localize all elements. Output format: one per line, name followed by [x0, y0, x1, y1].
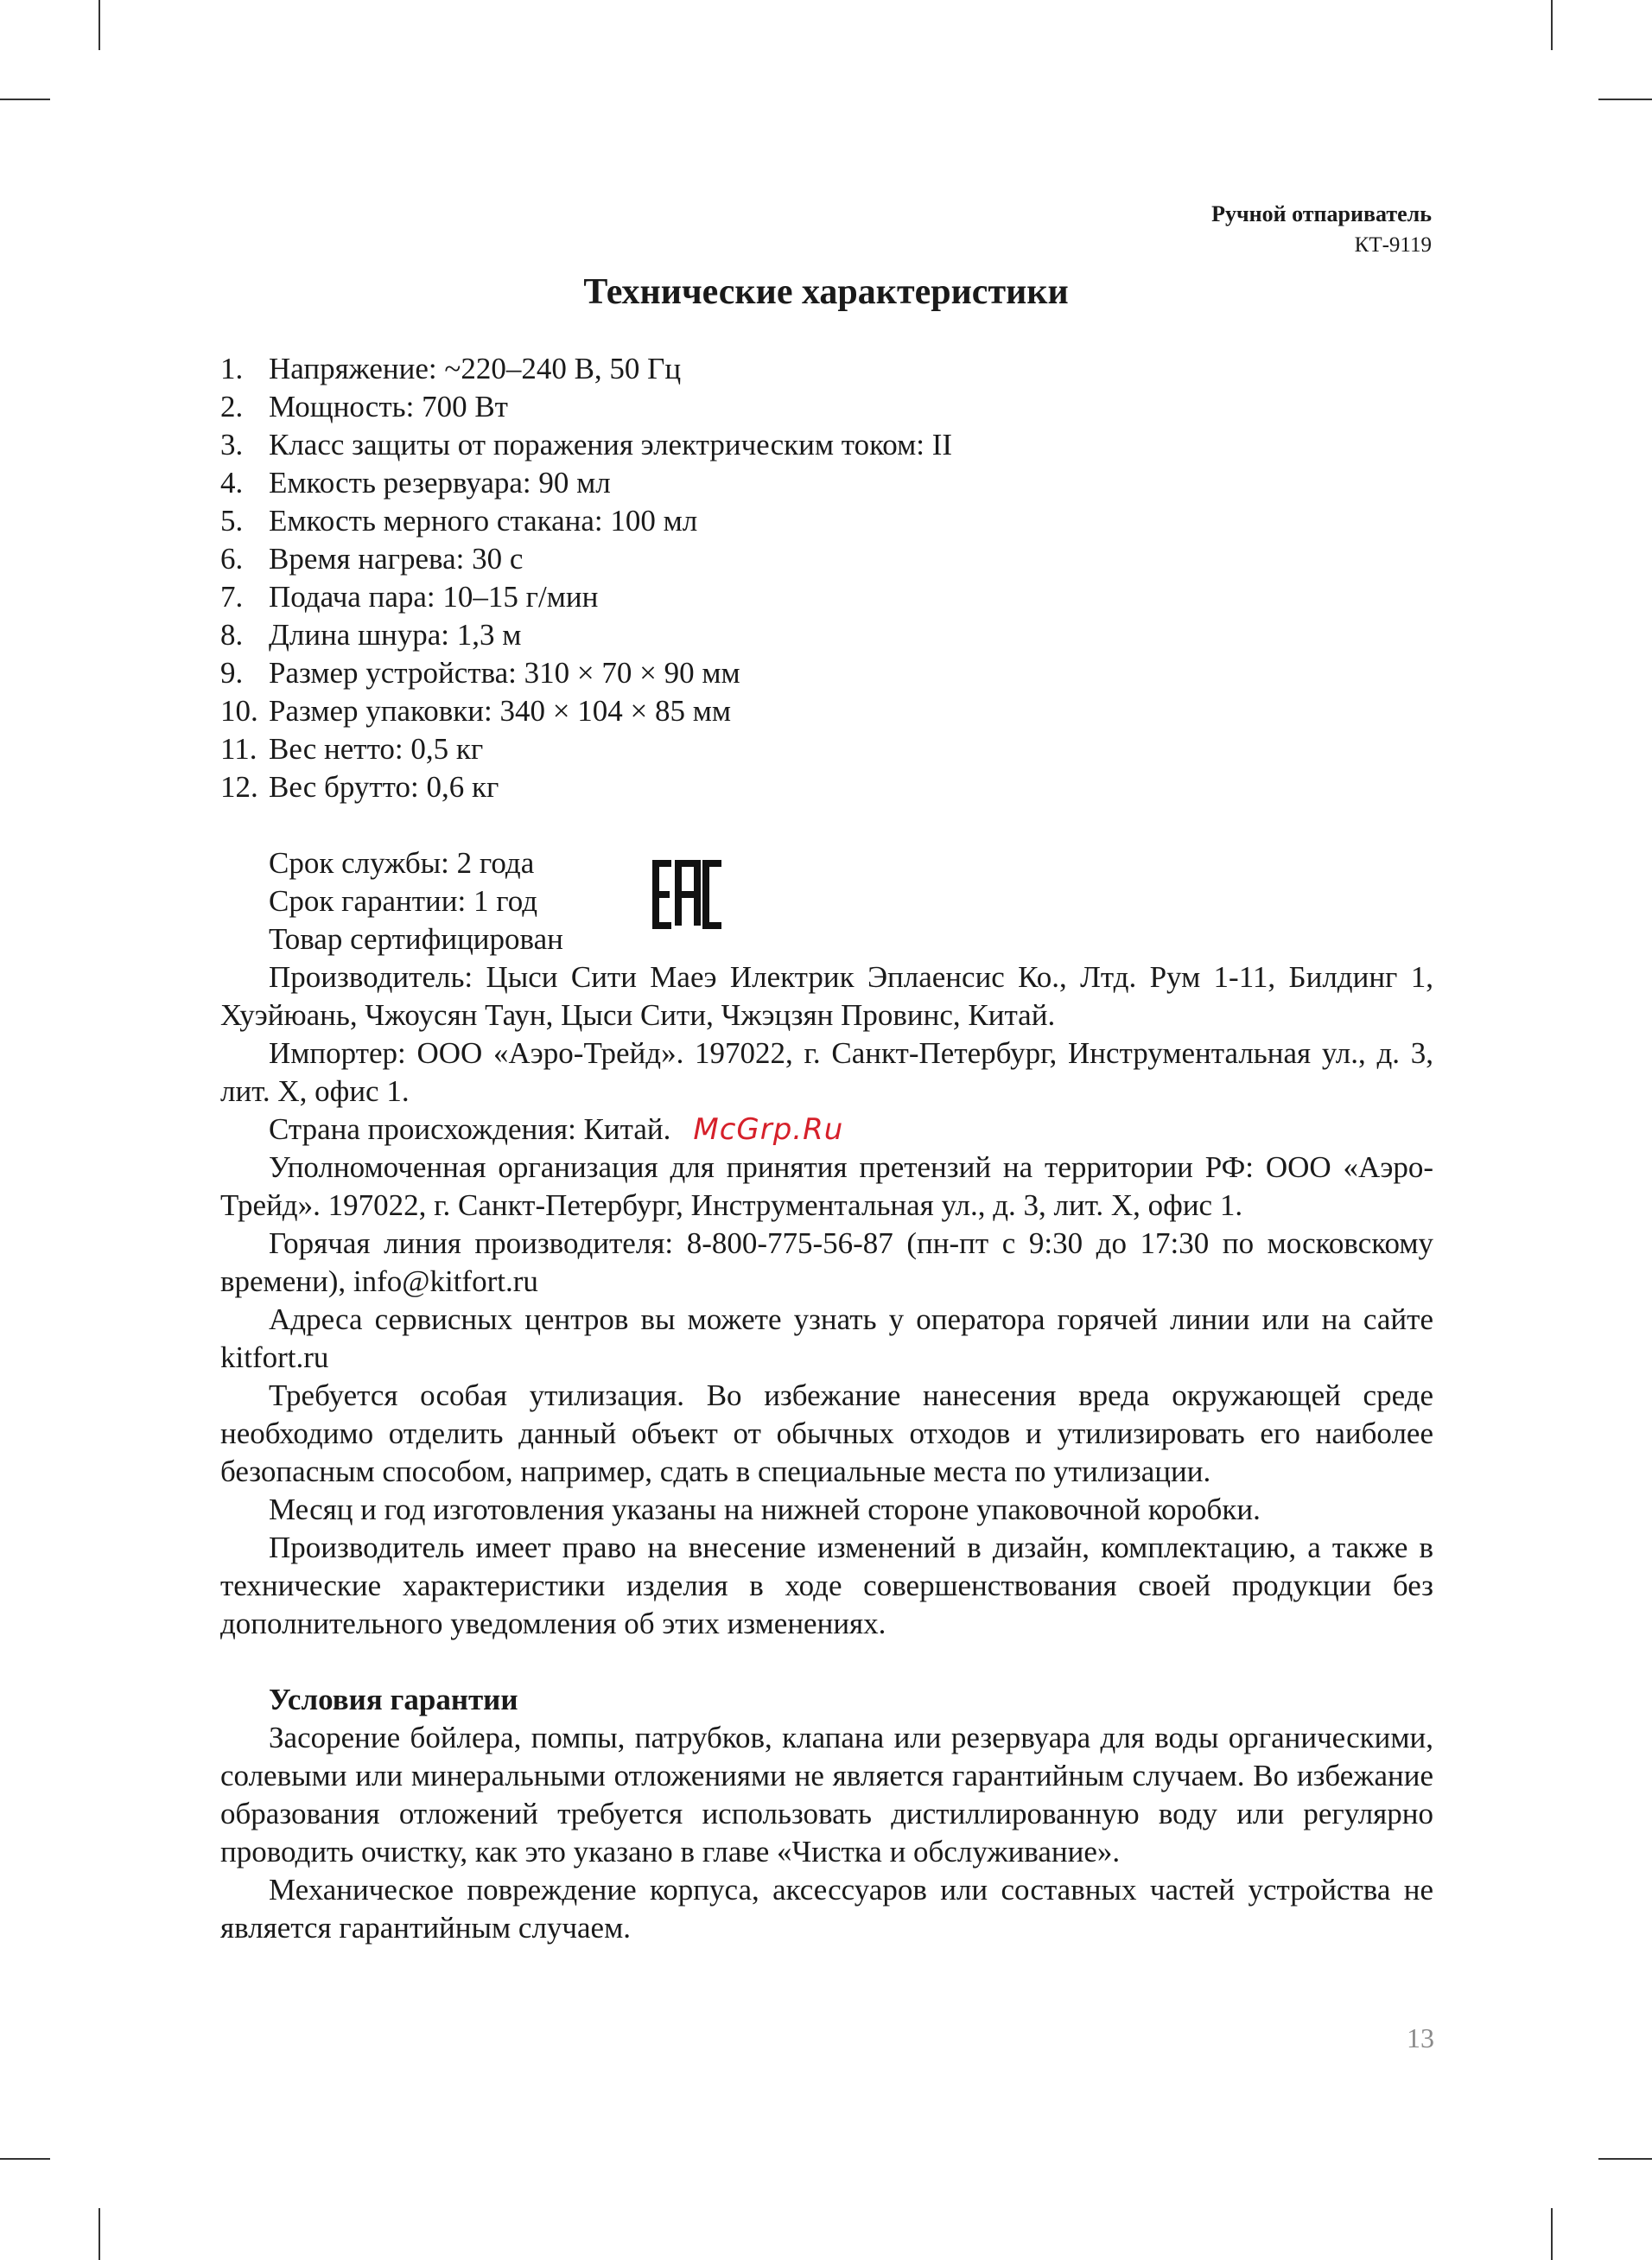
list-text: Напряжение: ~220–240 В, 50 Гц [269, 352, 682, 385]
list-number: 3. [220, 428, 244, 462]
list-item [220, 692, 1433, 730]
certified-text: Товар сертифицирован [269, 922, 563, 956]
crop-mark [98, 2208, 100, 2260]
spec-list [220, 350, 1433, 806]
list-text: Емкость резервуара: 90 мл [269, 466, 611, 500]
list-number: 5. [220, 504, 244, 538]
origin-text: Страна происхождения: Китай. [269, 1112, 671, 1146]
list-text: Размер упаковки: 340 × 104 × 85 мм [269, 694, 732, 728]
list-item [220, 388, 1433, 426]
page-number: 13 [1407, 2022, 1434, 2053]
crop-mark [1598, 99, 1652, 100]
list-number: 4. [220, 466, 244, 500]
list-text: Вес брутто: 0,6 кг [269, 770, 499, 804]
list-item [220, 426, 1433, 464]
service-life: Срок службы: 2 года [269, 846, 535, 880]
crop-mark [0, 99, 50, 100]
list-item [220, 654, 1433, 692]
list-text: Подача пара: 10–15 г/мин [269, 580, 599, 614]
crop-mark [1551, 2208, 1553, 2260]
list-item [220, 502, 1433, 540]
watermark: McGrp.Ru [693, 1112, 844, 1147]
disposal-text: Требуется особая утилизация. Во избежание нанесения вреда окружающей среде необходимо отделить данный объект от обычных отходов и утилизировать его наиболее безопасным способом, например, сдать в специальные места по утилизации. [220, 1378, 1433, 1488]
header-product: Ручной отпариватель [1211, 201, 1432, 226]
service-centers-text: Адреса сервисных центров вы можете узнать у оператора горячей линии или на сайте kitfort.ru [220, 1302, 1433, 1374]
crop-mark [98, 0, 100, 50]
list-number: 1. [220, 352, 244, 385]
running-header [1211, 199, 1432, 261]
list-item [220, 578, 1433, 616]
list-number: 12. [220, 770, 258, 804]
hotline-text: Горячая линия производителя: 8-800-775-56-87 (пн-пт с 9:30 до 17:30 по московскому времени), info@kitfort.ru [220, 1226, 1433, 1298]
warranty-paragraph-1: Засорение бойлера, помпы, патрубков, клапана или резервуара для воды органическими, солевыми или минеральными отложениями не является гарантийным случаем. Во избежание образования отложений требуется использовать дистиллированную воду или регулярно проводить очистку, как это указано в главе «Чистка и обслуживание». [220, 1721, 1433, 1868]
authorized-org-text: Уполномоченная организация для принятия претензий на территории РФ: ООО «Аэро-Трейд». 197022, г. Санкт-Петербург, Инструментальная ул., д. 3, лит. Х, офис 1. [220, 1150, 1433, 1222]
warranty-period: Срок гарантии: 1 год [269, 884, 538, 918]
importer-text: Импортер: ООО «Аэро-Трейд». 197022, г. Санкт-Петербург, Инструментальная ул., д. 3, лит. Х, офис 1. [220, 1036, 1433, 1108]
list-number: 11. [220, 732, 257, 766]
list-number: 8. [220, 618, 244, 652]
page-title: Технические характеристики [583, 272, 1069, 312]
list-item [220, 464, 1433, 502]
list-number: 6. [220, 542, 244, 576]
list-text: Время нагрева: 30 с [269, 542, 524, 576]
manufacture-date-text: Месяц и год изготовления указаны на нижней стороне упаковочной коробки. [269, 1493, 1261, 1526]
list-text: Длина шнура: 1,3 м [269, 618, 522, 652]
list-text: Мощность: 700 Вт [269, 390, 508, 423]
origin-line [220, 1111, 1433, 1149]
list-text: Емкость мерного стакана: 100 мл [269, 504, 698, 538]
list-number: 7. [220, 580, 244, 614]
manufacturer-text: Производитель: Цыси Сити Маеэ Илектрик Эплаенсис Ко., Лтд. Рум 1-11, Билдинг 1, Хуэйюань, Чжоусян Таун, Цыси Сити, Чжэцзян Провинс, Китай. [220, 960, 1433, 1032]
crop-mark [0, 2158, 50, 2160]
list-item [220, 616, 1433, 654]
list-number: 9. [220, 656, 244, 690]
list-item [220, 768, 1433, 806]
list-text: Класс защиты от поражения электрическим током: II [269, 428, 953, 462]
header-model: КТ-9119 [1354, 233, 1432, 257]
warranty-section-title: Условия гарантии [269, 1683, 518, 1716]
list-number: 2. [220, 390, 244, 423]
warranty-paragraph-2: Механическое повреждение корпуса, аксессуаров или составных частей устройства не является гарантийным случаем. [220, 1873, 1433, 1945]
list-text: Вес нетто: 0,5 кг [269, 732, 484, 766]
list-text: Размер устройства: 310 × 70 × 90 мм [269, 656, 740, 690]
crop-mark [1598, 2158, 1652, 2160]
changes-text: Производитель имеет право на внесение изменений в дизайн, комплектацию, а также в технические характеристики изделия в ходе совершенствования своей продукции без дополнительного уведомления об этих изменениях. [220, 1531, 1433, 1640]
list-number: 10. [220, 694, 258, 728]
main-content [220, 350, 1433, 1947]
eac-mark-icon [652, 860, 723, 929]
list-item [220, 730, 1433, 768]
crop-mark [1551, 0, 1553, 50]
list-item [220, 540, 1433, 578]
list-item [220, 350, 1433, 388]
certification-block [220, 844, 1433, 958]
